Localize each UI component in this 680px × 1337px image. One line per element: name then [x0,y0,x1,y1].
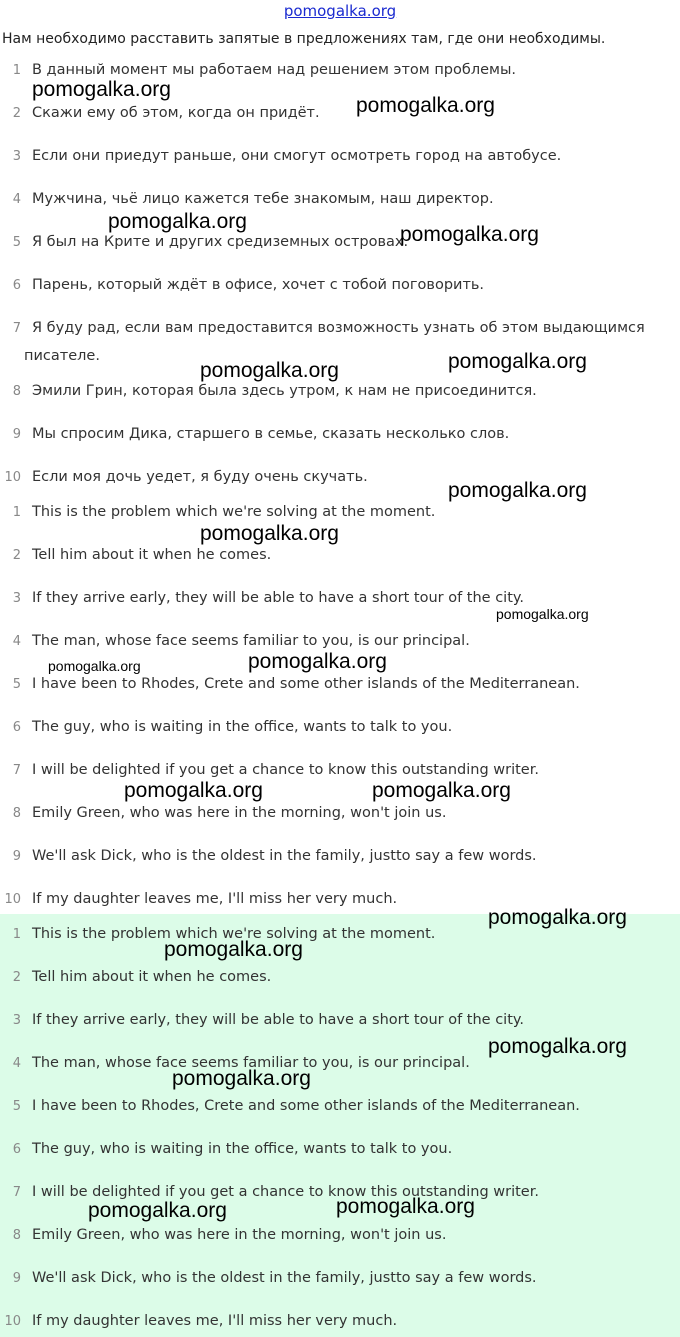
watermark: pomogalka.org [124,779,263,802]
watermark: pomogalka.org [172,1067,311,1090]
answer-block [0,914,680,1337]
item-number: 8 [12,1228,21,1243]
item-text: If my daughter leaves me, I'll miss her very much. [32,891,398,907]
item-text: Парень, который ждёт в офисе, хочет с тобой поговорить. [32,277,485,293]
item-number: 1 [12,927,21,942]
watermark: pomogalka.org [200,359,339,382]
item-number: 7 [12,763,21,778]
item-text: Tell him about it when he comes. [32,969,272,985]
site-title-link[interactable]: pomogalka.org [283,2,397,20]
watermark: pomogalka.org [200,522,339,545]
watermark: pomogalka.org [448,479,587,502]
item-text: Эмили Грин, которая была здесь утром, к нам не присоединится. [32,383,537,399]
item-text: This is the problem which we're solving at the moment. [32,926,436,942]
item-text: The man, whose face seems familiar to you, is our principal. [32,1055,470,1071]
item-number: 1 [12,63,21,78]
watermark: pomogalka.org [48,658,141,674]
item-text: The guy, who is waiting in the office, wants to talk to you. [32,719,453,735]
item-number: 4 [12,634,21,649]
item-number: 7 [12,321,21,336]
item-text: If they arrive early, they will be able to have a short tour of the city. [32,1012,525,1028]
item-text: Мужчина, чьё лицо кажется тебе знакомым, наш директор. [32,191,494,207]
item-number: 10 [4,1314,21,1329]
watermark: pomogalka.org [448,350,587,373]
watermark: pomogalka.org [400,223,539,246]
item-number: 3 [12,149,21,164]
watermark: pomogalka.org [88,1199,227,1222]
item-number: 5 [12,1099,21,1114]
item-number: 10 [4,892,21,907]
item-text: Мы спросим Дика, старшего в семье, сказать несколько слов. [32,426,510,442]
item-text: Если они приедут раньше, они смогут осмотреть город на автобусе. [32,148,562,164]
item-text: I have been to Rhodes, Crete and some other islands of the Mediterranean. [32,1098,580,1114]
item-text: If my daughter leaves me, I'll miss her very much. [32,1313,398,1329]
item-number: 4 [12,1056,21,1071]
item-number: 7 [12,1185,21,1200]
watermark: pomogalka.org [488,1035,627,1058]
watermark: pomogalka.org [488,906,627,929]
watermark: pomogalka.org [32,78,171,101]
item-number: 3 [12,591,21,606]
item-text: We'll ask Dick, who is the oldest in the family, justto say a few words. [32,848,537,864]
item-text: I have been to Rhodes, Crete and some other islands of the Mediterranean. [32,676,580,692]
task-instruction: Нам необходимо расставить запятые в предложениях там, где они необходимы. [2,31,606,47]
item-number: 8 [12,806,21,821]
item-number: 2 [12,548,21,563]
item-text: If they arrive early, they will be able to have a short tour of the city. [32,590,525,606]
item-number: 4 [12,192,21,207]
item-number: 9 [12,849,21,864]
item-text: Я буду рад, если вам предоставится возможность узнать об этом выдающимся [32,320,645,336]
item-number: 5 [12,677,21,692]
item-text: Я был на Крите и других средиземных островах. [32,234,409,250]
watermark: pomogalka.org [164,938,303,961]
item-text: Скажи ему об этом, когда он придёт. [32,105,320,121]
watermark: pomogalka.org [496,606,589,622]
item-text: В данный момент мы работаем над решением этом проблемы. [32,62,517,78]
item-number: 2 [12,106,21,121]
item-text: Emily Green, who was here in the morning, won't join us. [32,1227,447,1243]
item-text: Если моя дочь уедет, я буду очень скучать. [32,469,368,485]
item-text: The man, whose face seems familiar to you, is our principal. [32,633,470,649]
item-text: Emily Green, who was here in the morning, won't join us. [32,805,447,821]
watermark: pomogalka.org [372,779,511,802]
item-text-continuation: писателе. [24,348,100,364]
item-number: 3 [12,1013,21,1028]
item-text: Tell him about it when he comes. [32,547,272,563]
watermark: pomogalka.org [356,94,495,117]
watermark: pomogalka.org [248,650,387,673]
item-number: 10 [4,470,21,485]
item-number: 9 [12,1271,21,1286]
item-number: 5 [12,235,21,250]
watermark: pomogalka.org [108,210,247,233]
item-number: 2 [12,970,21,985]
item-number: 9 [12,427,21,442]
item-number: 6 [12,1142,21,1157]
watermark: pomogalka.org [336,1195,475,1218]
item-number: 6 [12,720,21,735]
item-number: 8 [12,384,21,399]
item-number: 6 [12,278,21,293]
item-text: The guy, who is waiting in the office, wants to talk to you. [32,1141,453,1157]
item-text: I will be delighted if you get a chance to know this outstanding writer. [32,762,539,778]
item-text: We'll ask Dick, who is the oldest in the family, justto say a few words. [32,1270,537,1286]
item-text: This is the problem which we're solving at the moment. [32,504,436,520]
item-text: I will be delighted if you get a chance to know this outstanding writer. [32,1184,539,1200]
item-number: 1 [12,505,21,520]
